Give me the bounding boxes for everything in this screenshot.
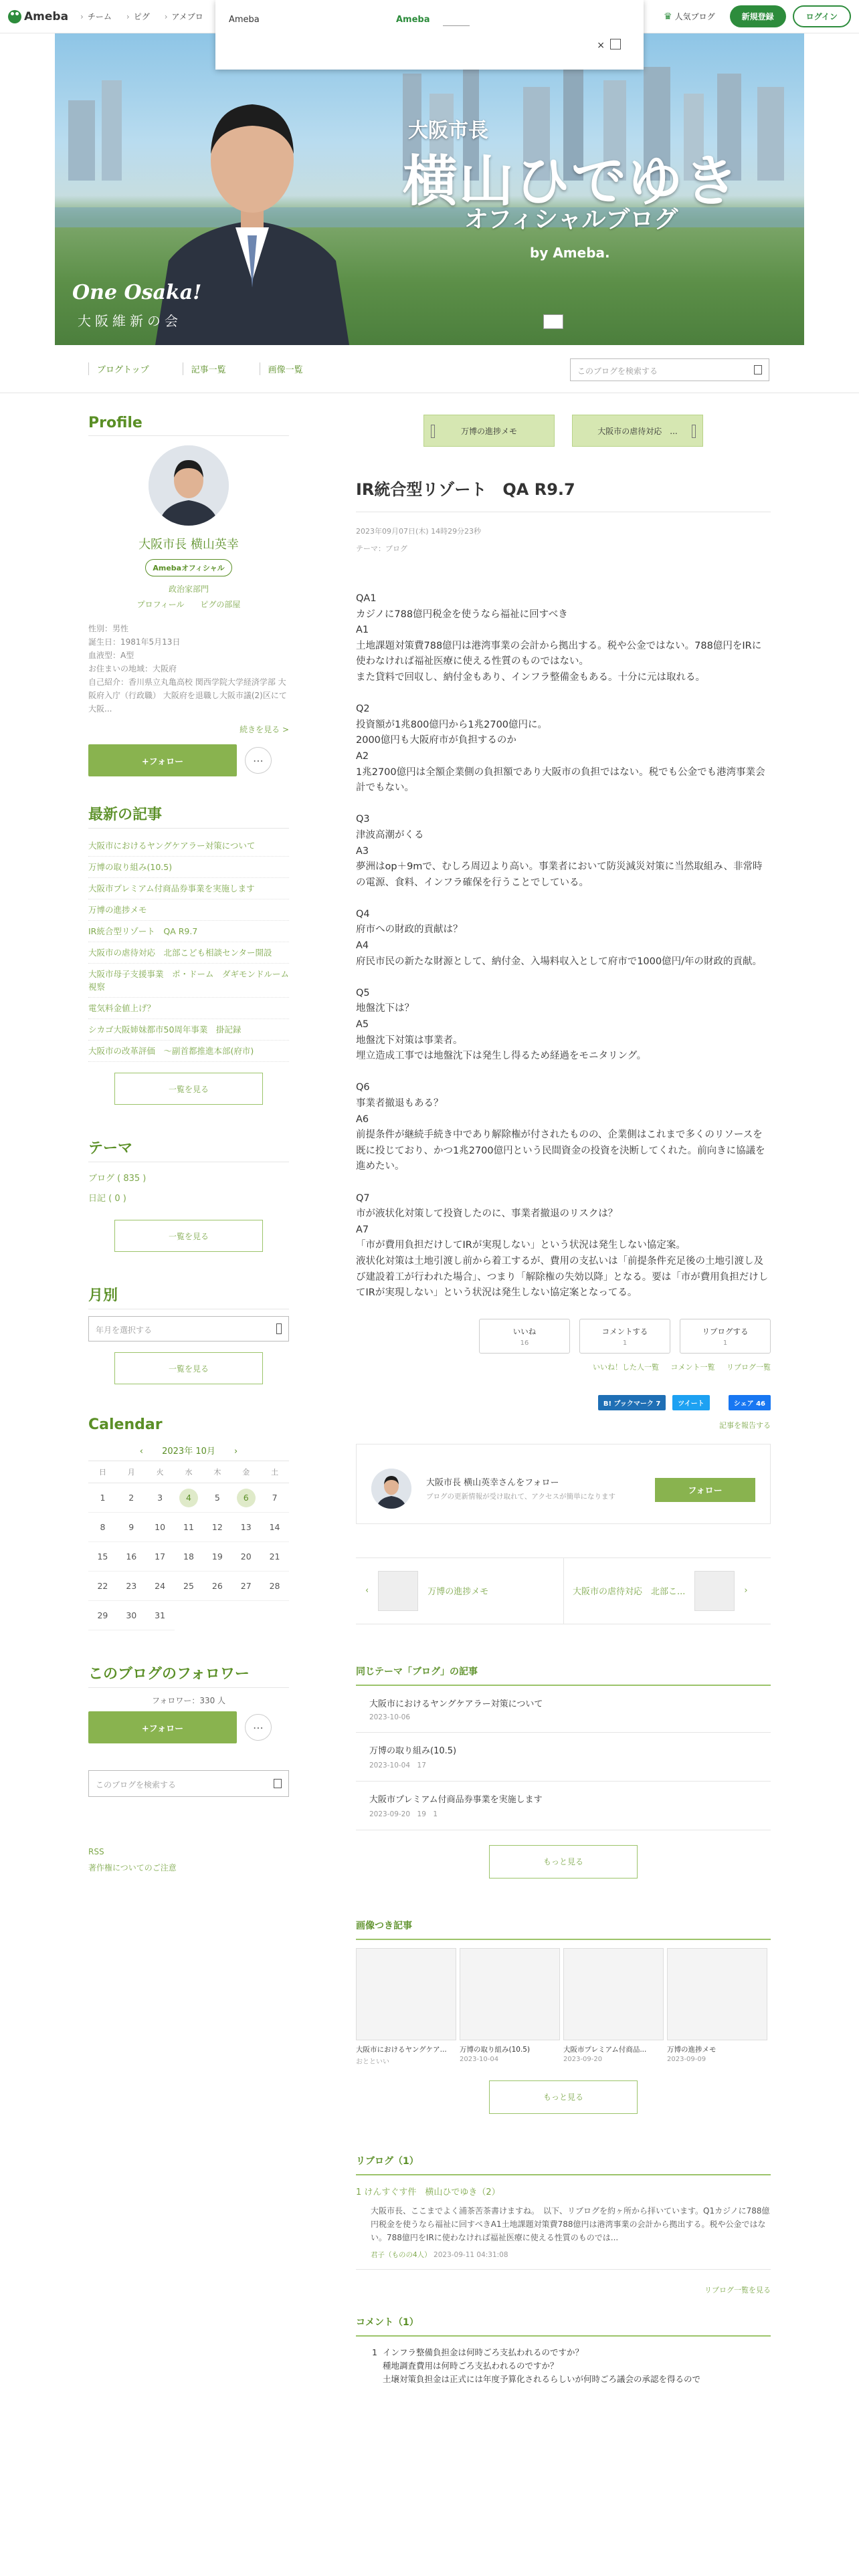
comment-label: コメントする: [601, 1326, 648, 1336]
qa-block: [356, 702, 771, 796]
sidebar-search-input[interactable]: [88, 1770, 289, 1797]
article-thumbnail: [563, 1948, 664, 2040]
overlay-input-line[interactable]: [443, 25, 470, 26]
same-theme-heading: 同じテーマ「ブログ」の記事: [356, 1665, 771, 1686]
follow-button-2[interactable]: +フォロー: [88, 1711, 237, 1743]
dow-sat: 土: [260, 1461, 289, 1483]
month-select[interactable]: [88, 1316, 289, 1341]
profile-category[interactable]: 政治家部門: [168, 584, 209, 594]
article-title: 大阪市プレミアム付商品券事業を実施します: [369, 1794, 543, 1805]
qa-line: 市が液状化対策して投資したのに、事業者撤退のリスクは？: [356, 1208, 618, 1220]
calendar-day: 31: [146, 1601, 175, 1630]
monthly-more-button[interactable]: 一覧を見る: [114, 1352, 263, 1384]
article-thumbnail: [667, 1948, 767, 2040]
pigg-room-link[interactable]: ピグの部屋: [200, 600, 241, 609]
qa-line: Q6: [356, 1082, 370, 1093]
qa-line: カジノに788億円税金を使うなら福祉に回すべき: [356, 609, 568, 620]
dow-mon: 月: [117, 1461, 146, 1483]
more-options-button-2[interactable]: ⋯: [245, 1714, 272, 1741]
entry-date: 2023年09月07日(木) 14時29分23秒: [356, 527, 482, 536]
recent-heading: 最新の記事: [88, 803, 289, 829]
nav-pigg[interactable]: › ピグ: [126, 11, 150, 22]
list-item[interactable]: シカゴ大阪姉妹都市50周年事業 掛記録: [88, 1019, 289, 1041]
same-theme-more-button[interactable]: もっと見る: [489, 1845, 638, 1879]
image-article[interactable]: [563, 1948, 667, 2066]
search-overlay: [215, 0, 644, 70]
nav-ameblo[interactable]: › アメブロ: [165, 11, 203, 22]
profile-link[interactable]: プロフィール: [136, 600, 185, 609]
reblog-item: [356, 2175, 771, 2270]
qa-line: 府民市民の新たな財源として、納付金、入場料収入として府市で1000億円/年の財政的貢献。: [356, 956, 762, 967]
image-article-title: 万博の取り組み(10.5): [460, 2045, 531, 2054]
calendar-day: 13: [231, 1513, 260, 1542]
search-icon[interactable]: [754, 365, 762, 374]
reblog-count: 1: [723, 1339, 728, 1347]
reblog-heading: リブログ（1）: [356, 2154, 771, 2175]
entry-title[interactable]: IR統合型リゾート QA R9.7: [356, 476, 771, 512]
image-article[interactable]: [356, 1948, 460, 2066]
calendar-day-label: 4: [179, 1489, 198, 1507]
calendar-day: 7: [260, 1483, 289, 1513]
comment-text: [383, 2346, 700, 2386]
calendar-day: 5: [203, 1483, 231, 1513]
monthly-section: [88, 1284, 289, 1384]
theme-more-button[interactable]: 一覧を見る: [114, 1220, 263, 1252]
calendar-next-icon[interactable]: ›: [234, 1446, 238, 1457]
article-meta: 2023-09-20 19 1: [369, 1810, 438, 1818]
qa-line: Q5: [356, 987, 370, 998]
dow-wed: 水: [175, 1461, 203, 1483]
blog-header-image[interactable]: [55, 33, 804, 345]
list-item[interactable]: [356, 1686, 771, 1733]
qa-line: 1兆2700億円は全額企業側の負担額であり大阪市の負担ではない。税でも公金でも港湾事業会計でもない。: [356, 766, 765, 794]
calendar-day: 16: [117, 1542, 146, 1572]
hero-by-ameba: by Ameba.: [530, 245, 610, 261]
report-link[interactable]: 記事を報告する: [719, 1420, 771, 1430]
qa-line: Q2: [356, 704, 370, 715]
ameba-right-actions: [664, 5, 851, 27]
image-article-date: 2023-09-09: [667, 2055, 706, 2063]
overlay-ameba-label: Ameba: [229, 15, 260, 25]
follow-card-name: 大阪市長 横山英幸さんをフォロー: [426, 1477, 559, 1488]
calendar-month-label: 2023年 10月: [162, 1446, 215, 1457]
rss-link[interactable]: RSS: [88, 1847, 104, 1856]
image-article[interactable]: [460, 1948, 563, 2066]
calendar-day: 18: [175, 1542, 203, 1572]
pager-next-thumb[interactable]: [563, 1558, 771, 1624]
qa-line: A2: [356, 750, 369, 762]
hatena-bookmark-button[interactable]: B! ブックマーク 7: [598, 1395, 666, 1410]
list-item[interactable]: [356, 1782, 771, 1830]
follow-card-desc: ブログの更新情報が受け取れて、アクセスが簡単になります: [426, 1492, 615, 1501]
monthly-heading: 月別: [88, 1284, 289, 1309]
dow-thu: 木: [203, 1461, 231, 1483]
comment-count: 1: [622, 1339, 628, 1347]
pager-next-label: 大阪市の虐待対応 北部こ...: [573, 1587, 686, 1598]
qa-line: A5: [356, 1019, 369, 1031]
calendar-month: [88, 1444, 289, 1457]
blog-search-placeholder: このブログを検索する: [577, 366, 658, 376]
image-article-date: おとといい: [356, 2058, 389, 2066]
qa-line: 前提条件が継続手続き中であり解除権が付されたものの、企業側はこれまで多くのリソースを既に投じており、かつ1兆2700億円という民間資金の投資を決断してくれた。前向きに協議を進めたい。: [356, 1130, 765, 1172]
qa-line: QA1: [356, 593, 377, 604]
dow-fri: 金: [231, 1461, 260, 1483]
theme-blog[interactable]: ブログ ( 835 ): [88, 1174, 147, 1184]
image-articles-heading: 画像つき記事: [356, 1919, 771, 1940]
qa-line: A7: [356, 1224, 369, 1235]
hero-sub-title: 大阪市長: [408, 119, 488, 142]
ameba-logo-text: Ameba: [24, 9, 69, 23]
next-article-button[interactable]: 大阪市の虐待対応 ...: [572, 415, 703, 447]
entry-meta: [356, 523, 771, 558]
image-article-date: 2023-09-20: [563, 2055, 603, 2063]
pager-divider: [563, 1558, 564, 1624]
chevron-left-icon: ‹: [365, 1586, 369, 1596]
pager-thumbs: [356, 1558, 771, 1624]
calendar-day: 8: [88, 1513, 117, 1542]
image-article-title: 大阪市におけるヤングケア...: [356, 2045, 447, 2054]
image-more-button[interactable]: もっと見る: [489, 2080, 638, 2114]
chevron-right-icon: ›: [744, 1586, 748, 1596]
register-button[interactable]: 新規登録: [730, 5, 786, 27]
profile-area: お住まいの地域：大阪府: [88, 664, 177, 673]
calendar-day: 30: [117, 1601, 146, 1630]
article-thumbnail: [460, 1948, 560, 2040]
calendar-prev-icon[interactable]: ‹: [139, 1446, 143, 1457]
share-buttons: [356, 1395, 771, 1410]
qa-line: また貸料で回収し、納付金もあり、インフラ整備金もある。十分に元は取れる。: [356, 671, 705, 683]
reblog-list-link[interactable]: リブログ一覧: [727, 1362, 771, 1372]
avatar[interactable]: [371, 1469, 411, 1509]
close-icon[interactable]: ×: [597, 40, 605, 51]
entry-body: [356, 591, 771, 1301]
like-label: いいね: [512, 1326, 537, 1336]
like-count: 16: [520, 1339, 529, 1347]
follow-button[interactable]: +フォロー: [88, 744, 237, 776]
follow-card: [356, 1444, 771, 1524]
hero-main-title: 横山ひでゆき: [403, 150, 741, 213]
calendar-day: 22: [88, 1572, 117, 1601]
profile-blood: 血液型：A型: [88, 651, 134, 660]
nav-team[interactable]: › チーム: [80, 11, 112, 22]
chevron-down-icon: [276, 1323, 282, 1334]
qa-line: 地盤沈下対策は事業者。: [356, 1035, 463, 1046]
signboard-illustration: [543, 314, 563, 329]
calendar-day: 15: [88, 1542, 117, 1572]
avatar-illustration: [371, 1469, 411, 1509]
list-item[interactable]: 大阪市の虐待対応 北部こども相談センター開設: [88, 942, 289, 964]
like-button[interactable]: [479, 1319, 570, 1354]
qa-block: [356, 591, 771, 686]
image-article[interactable]: [667, 1948, 771, 2066]
list-item[interactable]: 万博の取り組み(10.5): [88, 857, 289, 878]
qa-line: 埋立造成工事では地盤沈下は発生し得るため経過をモニタリング。: [356, 1051, 647, 1062]
qa-line: 「市が費用負担だけしてIRが実現しない」という状況は発生しない協定案。: [356, 1240, 686, 1251]
calendar-day: 19: [203, 1542, 231, 1572]
reblog-button[interactable]: [680, 1319, 771, 1354]
profile-heading: Profile: [88, 415, 289, 436]
calendar-grid: [88, 1461, 289, 1630]
comment-button[interactable]: [579, 1319, 670, 1354]
list-item[interactable]: IR統合型リゾート QA R9.7: [88, 921, 289, 942]
tweet-button[interactable]: ツイート: [672, 1395, 710, 1410]
calendar-day: 21: [260, 1542, 289, 1572]
followers-count[interactable]: フォロワー：330 人: [151, 1696, 226, 1705]
profile-gender: 性別：男性: [88, 624, 129, 633]
login-button[interactable]: ログイン: [793, 5, 851, 27]
sidebar-search-placeholder: このブログを検索する: [96, 1780, 177, 1790]
profile-intro: 自己紹介：香川県立丸亀高校 関西学院大学経済学部 大阪府入庁（行政職） 大阪府を退職し大阪市議(2)区にて 大阪...: [88, 677, 287, 714]
calendar-day: 25: [175, 1572, 203, 1601]
thumb-image: [378, 1571, 418, 1611]
list-item[interactable]: 大阪市の改革評価 ～副首都推進本部(府市): [88, 1041, 289, 1062]
article-thumbnail: [356, 1948, 456, 2040]
comment-line: 土壌対策負担金は正式には年度予算化されるらしいが何時ごろ議会の承認を得るので: [383, 2373, 701, 2384]
overlay-search-icon[interactable]: [610, 39, 621, 49]
calendar-day-label: 6: [237, 1489, 256, 1507]
article-meta: 2023-10-06: [369, 1713, 411, 1721]
follow-row-2: [88, 1711, 289, 1743]
calendar-day: 10: [146, 1513, 175, 1542]
list-item[interactable]: 大阪市におけるヤングケアラー対策について: [88, 835, 289, 857]
followers-heading: このブログのフォロワー: [88, 1662, 289, 1688]
followers-section: [88, 1662, 289, 1743]
reblog-excerpt: 大阪市長、ここまでよく浦茶苦茶書けますね。 以下、リブログを約ヶ所から拝いています。Q1カジノに788億円税金を使うなら福祉に回すべきA1土地課題対策費788億円は港湾事業の会計から拠出する。税や公金ではない。788億円をIRに使わなければ福祉医療に使える性質のものでは...: [371, 2206, 770, 2242]
qa-line: 液状化対策は土地引渡し前から着工するが、費用の支払いは「前提条件充足後の土地引渡し及び建設着工が行われた場合」、つまり「解除権の失効以降」となる。要は「市が費用負担だけしてIRが実現しない」という状況は発生しない協定案となってる。: [356, 1255, 769, 1299]
qa-line: 投資額が1兆800億円から1兆2700億円に。: [356, 719, 548, 730]
comment-line: インフラ整備負担金は何時ごろ支払われるのですか？: [383, 2347, 584, 2357]
avatar-illustration: [149, 445, 229, 526]
ameba-frog-icon: [8, 10, 21, 23]
image-article-title: 大阪市プレミアム付商品...: [563, 2045, 647, 2054]
qa-line: A1: [356, 625, 369, 636]
article-meta: 2023-10-04 17: [369, 1761, 426, 1769]
calendar-day: 20: [231, 1542, 260, 1572]
article-title: 大阪市におけるヤングケアラー対策について: [369, 1699, 543, 1709]
sidebar: [88, 415, 289, 1876]
nav-image-list[interactable]: 画像一覧: [260, 362, 303, 375]
qa-line: A4: [356, 940, 369, 952]
follow-row: [88, 744, 289, 776]
calendar-day: 14: [260, 1513, 289, 1542]
qa-line: Q4: [356, 908, 370, 920]
hero-blog-title: オフィシャルブログ: [464, 206, 678, 233]
blog-search-input[interactable]: [570, 358, 769, 381]
one-osaka-logo: One Osaka!: [72, 281, 202, 304]
thumb-image: [694, 1571, 735, 1611]
qa-block: [356, 1191, 771, 1301]
calendar-day: 2: [117, 1483, 146, 1513]
calendar-day: 11: [175, 1513, 203, 1542]
dow-sun: 日: [88, 1461, 117, 1483]
qa-line: 事業者撤退もある？: [356, 1098, 444, 1109]
reblog-more-link[interactable]: リブログ一覧を見る: [704, 2285, 771, 2294]
reblog-label: リブログする: [702, 1326, 749, 1336]
calendar-day: 3: [146, 1483, 175, 1513]
ameba-nav: [80, 11, 218, 22]
pager-top: [356, 415, 771, 447]
comment-heading: コメント（1）: [356, 2315, 771, 2337]
image-article-date: 2023-10-04: [460, 2055, 499, 2063]
prev-article-button[interactable]: 万博の進捗メモ: [423, 415, 555, 447]
profile-more-link[interactable]: 続きを見る >: [240, 725, 289, 734]
qa-line: A6: [356, 1113, 369, 1125]
nav-blog-top[interactable]: ブログトップ: [88, 362, 149, 375]
qa-block: [356, 1080, 771, 1175]
reaction-buttons: [356, 1319, 771, 1354]
list-item[interactable]: [356, 1733, 771, 1782]
reblog-meta: [356, 2250, 771, 2260]
qa-line: A3: [356, 845, 369, 857]
overlay-ameba-tab[interactable]: Ameba: [396, 15, 430, 25]
calendar-day: 9: [117, 1513, 146, 1542]
reblog-author[interactable]: 君子（ものの4人）: [371, 2250, 432, 2259]
profile-links: [88, 599, 289, 610]
blog-nav: [0, 345, 859, 393]
qa-line: Q3: [356, 814, 370, 825]
calendar-day: 24: [146, 1572, 175, 1601]
qa-line: 府市への財政的貢献は？: [356, 924, 463, 936]
calendar-heading: Calendar: [88, 1416, 163, 1433]
official-badge[interactable]: Amebaオフィシャル: [145, 559, 232, 576]
month-select-placeholder: 年月を選択する: [96, 1325, 153, 1335]
profile-details: [88, 622, 289, 716]
profile-name[interactable]: 大阪市長 横山英幸: [138, 538, 239, 552]
qa-line: 夢洲はop＋9mで、むしろ周辺より高い。事業者において防災減災対策に当然取組み、非常時の電源、食料、インフラ確保を行うことでしている。: [356, 861, 763, 888]
qa-line: 土地課題対策費788億円は港湾事業の会計から拠出する。税や公金ではない。788億円をIRに使わなければ福祉医療に使える性質のものではない。: [356, 640, 762, 667]
comments-list-link[interactable]: コメント一覧: [670, 1362, 715, 1372]
list-item[interactable]: 大阪市母子支援事業 ポ・ドーム ダギモンドルーム視察: [88, 964, 289, 998]
blog-nav-items: [88, 362, 337, 375]
list-item[interactable]: 大阪市プレミアム付商品券事業を実施します: [88, 878, 289, 899]
calendar-day: 17: [146, 1542, 175, 1572]
main-content: [356, 415, 771, 2386]
theme-diary[interactable]: 日記 ( 0 ): [88, 1194, 126, 1204]
dow-tue: 火: [146, 1461, 175, 1483]
theme-heading: テーマ: [88, 1137, 289, 1162]
popular-blog-label: 人気ブログ: [674, 12, 715, 21]
same-theme-list: [356, 1686, 771, 1830]
comment-item: [356, 2337, 771, 2386]
ameba-logo[interactable]: [8, 10, 68, 23]
list-item[interactable]: 万博の進捗メモ: [88, 899, 289, 921]
reblog-title[interactable]: 1 けんすぐす件 横山ひでゆき（2）: [356, 2187, 500, 2197]
avatar[interactable]: [149, 445, 229, 526]
follow-card-button[interactable]: フォロー: [655, 1478, 755, 1502]
comment-number: 1: [372, 2347, 377, 2357]
calendar-day: 27: [231, 1572, 260, 1601]
theme-list: [88, 1169, 289, 1209]
calendar-day-linked[interactable]: [175, 1483, 203, 1513]
qa-block: [356, 907, 771, 970]
calendar-day: 26: [203, 1572, 231, 1601]
nav-article-list[interactable]: 記事一覧: [183, 362, 226, 375]
reblog-more-row: [356, 2284, 771, 2295]
qa-block: [356, 812, 771, 891]
profile-birthday: 誕生日：1981年5月13日: [88, 637, 181, 647]
popular-blog-link[interactable]: [664, 11, 715, 22]
copyright-link[interactable]: 著作権についてのご注意: [88, 1863, 177, 1872]
image-articles: [356, 1948, 771, 2066]
qa-line: Q7: [356, 1192, 370, 1204]
image-article-title: 万博の進捗メモ: [667, 2045, 717, 2054]
reblog-date: 2023-09-11 04:31:08: [434, 2250, 508, 2259]
rss-links: [88, 1844, 289, 1876]
crown-icon: ♛: [664, 11, 672, 22]
reaction-links: [356, 1362, 771, 1372]
calendar-section: [88, 1416, 289, 1630]
qa-line: 2000億円も大阪府市が負担するのか: [356, 735, 516, 746]
more-options-button[interactable]: ⋯: [245, 747, 272, 774]
article-title: 万博の取り組み(10.5): [369, 1745, 457, 1756]
qa-block: [356, 986, 771, 1065]
one-osaka-sub: 大阪維新の会: [78, 313, 182, 329]
calendar-day-linked[interactable]: [231, 1483, 260, 1513]
recent-more-button[interactable]: 一覧を見る: [114, 1073, 263, 1105]
calendar-day: 28: [260, 1572, 289, 1601]
qa-line: 津波高潮がくる: [356, 829, 424, 841]
calendar-day: 1: [88, 1483, 117, 1513]
calendar-day: 29: [88, 1601, 117, 1630]
facebook-share-button[interactable]: シェア 46: [729, 1395, 771, 1410]
recent-articles: [88, 835, 289, 1062]
liked-users-link[interactable]: いいね！した人一覧: [593, 1362, 659, 1372]
comment-line: 種地調査費用は何時ごろ支払われるのですか？: [383, 2360, 559, 2371]
calendar-day: 23: [117, 1572, 146, 1601]
list-item[interactable]: 電気料金値上げ？: [88, 998, 289, 1019]
pager-prev-thumb[interactable]: [356, 1558, 563, 1624]
theme-section: [88, 1137, 289, 1252]
search-icon[interactable]: [274, 1779, 282, 1788]
calendar-day: 12: [203, 1513, 231, 1542]
qa-line: 地盤沈下は？: [356, 1003, 414, 1014]
entry-theme[interactable]: テーマ：ブログ: [356, 544, 407, 553]
pager-prev-label: 万博の進捗メモ: [427, 1587, 489, 1598]
